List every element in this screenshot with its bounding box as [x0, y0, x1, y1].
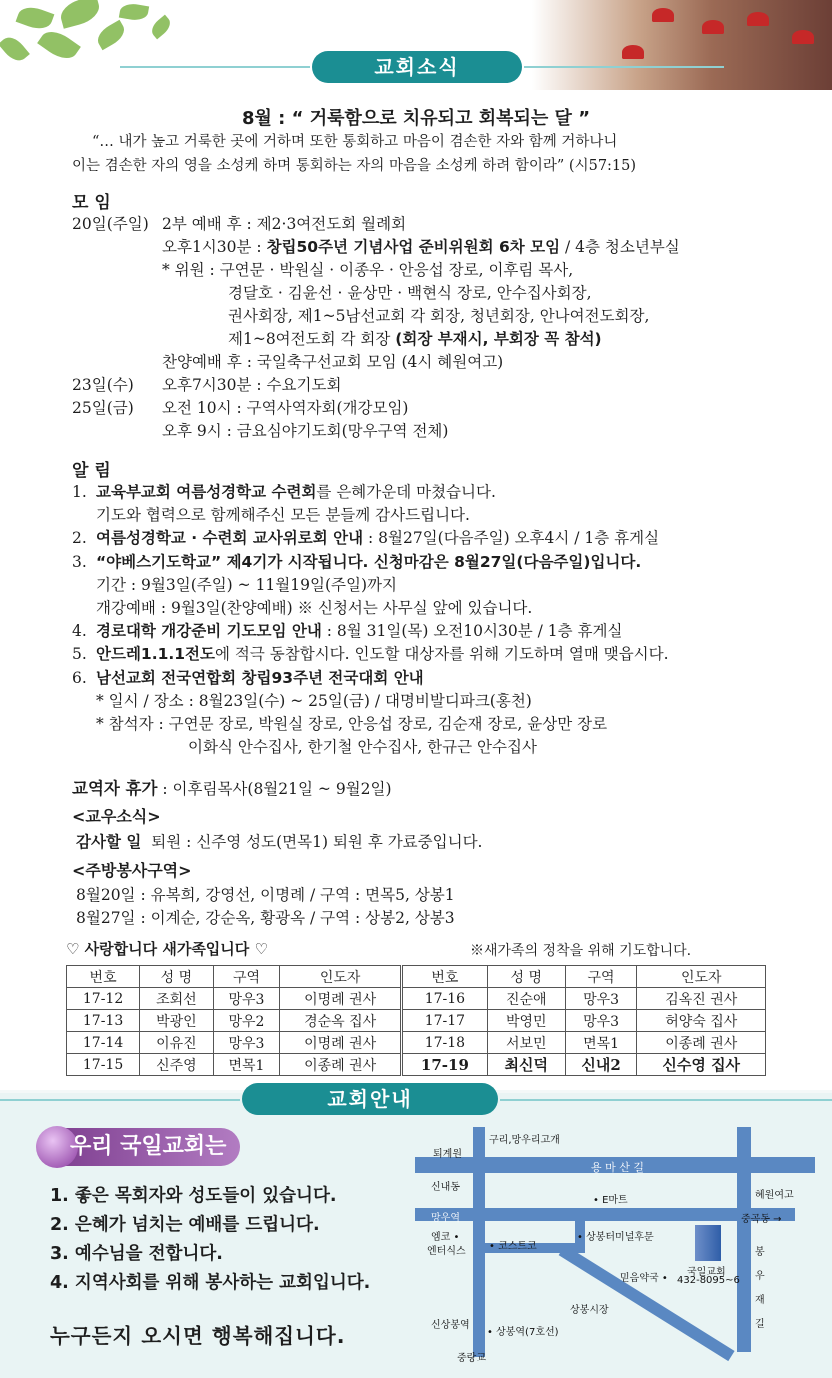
- table-cell: 서보민: [487, 1032, 565, 1054]
- choir-photo: [532, 0, 832, 90]
- notice-line-text: 개강예배 : 9월3일(찬양예배) ※ 신청서는 사무실 앞에 있습니다.: [96, 599, 533, 617]
- notice-line-bold: 남선교회 전국연합회 창립93주년 전국대회 안내: [96, 668, 424, 687]
- notice-line-bold: 안드레1.1.1전도: [96, 645, 215, 664]
- church-building-icon: [695, 1225, 721, 1261]
- table-header-cell: 번호: [67, 966, 140, 988]
- members-news-line: [76, 831, 482, 853]
- notice-line-text: 를 은혜가운데 마쳤습니다.: [316, 483, 496, 501]
- section-title-news: 교회소식: [312, 51, 522, 83]
- notice-line: [96, 574, 397, 596]
- map-label-sinsangbong: 신상봉역: [431, 1320, 470, 1331]
- table-cell: 17-17: [401, 1010, 487, 1032]
- table-cell: 이유진: [140, 1032, 213, 1054]
- table-cell: 신주영: [140, 1054, 213, 1076]
- church-map: [415, 1125, 815, 1370]
- guide-badge: [40, 1128, 240, 1166]
- notice-line: [96, 620, 622, 642]
- table-cell: 면목1: [213, 1054, 280, 1076]
- notice-number: 5.: [72, 645, 87, 664]
- verse-line-1: “… 내가 높고 거룩한 곳에 거하며 또한 통회하고 마음이 겸손한 자와 함께 거하나니: [92, 134, 618, 150]
- table-header-cell: 인도자: [280, 966, 402, 988]
- section-title-guide: 교회안내: [242, 1083, 498, 1115]
- members-news-text: 퇴원 : 신주영 성도(면목1) 퇴원 후 가료중입니다.: [151, 833, 483, 851]
- table-cell: 신내2: [565, 1054, 637, 1076]
- table-header-cell: 구역: [565, 966, 637, 988]
- table-cell: 김옥진 권사: [637, 988, 766, 1010]
- meetings-heading: 모 임: [72, 193, 111, 213]
- table-cell: 17-15: [67, 1054, 140, 1076]
- notice-line-text: 기도와 협력으로 함께해주신 모든 분들께 감사드립니다.: [96, 506, 470, 525]
- notice-line-text: * 참석자 : 구연문 장로, 박원실 장로, 안응섭 장로, 김순재 장로, 윤상만 장로: [96, 715, 608, 733]
- table-cell: 최신덕: [487, 1054, 565, 1076]
- notice-line: [96, 481, 496, 503]
- table-cell: 조회선: [140, 988, 213, 1010]
- notice-number: 2.: [72, 529, 87, 548]
- map-label-jungnang: 중랑교: [457, 1353, 486, 1364]
- table-cell: 허양숙 집사: [637, 1010, 766, 1032]
- kitchen-heading: <주방봉사구역>: [72, 861, 192, 880]
- guide-slogan: 누구든지 오시면 행복해집니다.: [50, 1324, 346, 1348]
- kitchen-line-1: 8월20일 : 유복희, 강영선, 이명례 / 구역 : 면목5, 상봉1: [76, 886, 455, 904]
- map-label-guri: 구리,망우리고개: [489, 1135, 560, 1146]
- notice-line: [96, 690, 532, 712]
- map-label-market: 상봉시장: [570, 1305, 609, 1316]
- notices-heading: 알 림: [72, 461, 111, 481]
- notice-line-bold: “야베스기도학교” 제4기가 시작됩니다. 신청마감은 8월27일(다음주일)입니다.: [96, 552, 642, 571]
- table-cell: 망우3: [565, 988, 637, 1010]
- notice-line: [188, 736, 537, 758]
- notice-number: 4.: [72, 622, 87, 641]
- map-label-phone: 432-8095~6: [677, 1275, 740, 1286]
- notice-number: 6.: [72, 668, 87, 687]
- guide-rule-left: [0, 1099, 240, 1101]
- map-label-emart: • E마트: [593, 1195, 628, 1206]
- guide-badge-text: 우리 국일교회는: [70, 1134, 227, 1159]
- meeting-date: 20일(주일): [72, 215, 149, 233]
- meeting-line: 권사회장, 제1~5남선교회 각 회장, 청년회장, 안나여전도회장,: [228, 307, 650, 325]
- meeting-date: 23일(수): [72, 376, 134, 394]
- table-header-row: [67, 966, 766, 988]
- notice-line: [96, 643, 669, 665]
- notice-line-text: 이화식 안수집사, 한기철 안수집사, 한규근 안수집사: [188, 738, 537, 757]
- theme-title: 8월 : “ 거룩함으로 치유되고 회복되는 달 ”: [241, 108, 591, 129]
- meeting-line: * 위원 : 구연문 · 박원실 · 이종우 · 안응섭 장로, 이후림 목사,: [162, 261, 574, 279]
- map-label-entersix: 엔터식스: [427, 1246, 466, 1257]
- meeting-line: [162, 236, 680, 258]
- table-header-cell: 번호: [401, 966, 487, 988]
- vacation-label: 교역자 휴가: [72, 779, 158, 798]
- table-cell: 17-16: [401, 988, 487, 1010]
- map-label-costco: • 코스트코: [489, 1241, 537, 1252]
- meeting-line: 오전 10시 : 구역사역자회(개강모임): [162, 399, 409, 417]
- map-label-yongmasan: 용 마 산 길: [591, 1161, 644, 1174]
- notice-line-text: 기간 : 9월3일(주일) ~ 11월19일(주일)까지: [96, 575, 397, 594]
- table-cell: 17-14: [67, 1032, 140, 1054]
- newcomers-table: [66, 965, 766, 1076]
- notice-line-bold: 여름성경학교 · 수련회 교사위로회 안내: [96, 529, 364, 548]
- table-cell: 경순옥 집사: [280, 1010, 402, 1032]
- table-cell: 박광인: [140, 1010, 213, 1032]
- guide-item: 1. 좋은 목회자와 성도들이 있습니다.: [50, 1186, 337, 1206]
- map-label-bongwoo-3: 재: [755, 1295, 765, 1306]
- notice-line: [96, 504, 470, 526]
- map-label-pharmacy: 믿음약국 •: [620, 1273, 668, 1284]
- notice-line-text: 에 적극 동참합시다. 인도할 대상자를 위해 기도하며 열매 맺읍시다.: [215, 645, 669, 664]
- guide-rule-right: [500, 1099, 832, 1101]
- meeting-line-bold: 창립50주년 기념사업 준비위원회 6차 모임: [266, 238, 561, 256]
- table-header-cell: 성 명: [487, 966, 565, 988]
- table-cell: 17-12: [67, 988, 140, 1010]
- meeting-line-pre: 오후1시30분 :: [162, 238, 267, 256]
- meeting-date: 25일(금): [72, 399, 134, 417]
- meeting-line: 2부 예배 후 : 제2·3여전도회 월례회: [162, 215, 407, 233]
- notice-line: [96, 597, 532, 619]
- table-cell: 17-13: [67, 1010, 140, 1032]
- meeting-line-post: / 4층 청소년부실: [560, 238, 680, 256]
- table-cell: 망우3: [213, 988, 280, 1010]
- notice-line: [96, 667, 424, 689]
- title-rule-right: [524, 66, 724, 68]
- map-label-bongwoo-1: 봉: [755, 1247, 765, 1258]
- table-header-cell: 인도자: [637, 966, 766, 988]
- guide-item: 4. 지역사회를 위해 봉사하는 교회입니다.: [50, 1273, 371, 1293]
- table-cell: 면목1: [565, 1032, 637, 1054]
- guide-item: 3. 예수님을 전합니다.: [50, 1244, 223, 1264]
- map-label-terminal: • 상봉터미널후문: [577, 1232, 654, 1243]
- map-label-bongwoo-4: 길: [755, 1319, 765, 1330]
- table-cell: 17-19: [401, 1054, 487, 1076]
- table-header-cell: 구역: [213, 966, 280, 988]
- table-row: [67, 1010, 766, 1032]
- meeting-line: 오후7시30분 : 수요기도회: [162, 376, 342, 394]
- table-cell: 17-18: [401, 1032, 487, 1054]
- kitchen-line-2: 8월27일 : 이계순, 강순옥, 황광옥 / 구역 : 상봉2, 상봉3: [76, 909, 455, 927]
- map-label-toegyewon: 퇴계원: [433, 1149, 462, 1160]
- map-label-bongwoo-2: 우: [755, 1271, 765, 1282]
- table-row: [67, 1032, 766, 1054]
- meeting-line-pre: 제1~8여전도회 각 회장: [228, 330, 396, 348]
- map-label-junggok: 중곡동 →: [741, 1214, 782, 1225]
- map-label-sinnae: 신내동: [431, 1182, 460, 1193]
- table-cell: 망우2: [213, 1010, 280, 1032]
- table-row: [67, 1054, 766, 1076]
- notice-line-text: : 8월27일(다음주일) 오후4시 / 1층 휴게실: [363, 529, 660, 548]
- map-label-emko: 엠코 •: [431, 1232, 460, 1243]
- meeting-line-bold: (회장 부재시, 부회장 꼭 참석): [395, 330, 602, 348]
- table-cell: 이명례 권사: [280, 1032, 402, 1054]
- map-label-mangu: 망우역: [431, 1213, 460, 1224]
- meeting-line: [228, 328, 602, 350]
- meeting-line: 경달호 · 김윤선 · 윤상만 · 백현식 장로, 안수집사회장,: [228, 284, 592, 302]
- table-cell: 박영민: [487, 1010, 565, 1032]
- notice-line-bold: 경로대학 개강준비 기도모임 안내: [96, 622, 322, 641]
- notice-number: 3.: [72, 552, 87, 571]
- meeting-line: 오후 9시 : 금요심야기도회(망우구역 전체): [162, 422, 449, 440]
- title-rule-left: [120, 66, 310, 68]
- notice-line-bold: 교육부교회 여름성경학교 수련회: [96, 483, 317, 501]
- verse-line-2: 이는 겸손한 자의 영을 소성케 하며 통회하는 자의 마음을 소성케 하려 함이라” (시57:15): [72, 158, 637, 174]
- table-row: [67, 988, 766, 1010]
- table-cell: 진순애: [487, 988, 565, 1010]
- vacation-text: : 이후림목사(8월21일 ~ 9월2일): [157, 780, 392, 798]
- map-label-sangbong: • 상봉역(7호선): [487, 1327, 559, 1338]
- guide-item: 2. 은혜가 넘치는 예배를 드립니다.: [50, 1215, 320, 1235]
- notice-line: [96, 527, 659, 549]
- table-cell: 신수영 집사: [637, 1054, 766, 1076]
- table-cell: 망우3: [213, 1032, 280, 1054]
- table-cell: 이명례 권사: [280, 988, 402, 1010]
- table-cell: 이종례 권사: [280, 1054, 402, 1076]
- vacation-line: [72, 778, 392, 800]
- meeting-line: 찬양예배 후 : 국일축구선교회 모임 (4시 혜원여고): [162, 353, 504, 371]
- table-cell: 이종례 권사: [637, 1032, 766, 1054]
- notice-line: [96, 713, 607, 735]
- table-cell: 망우3: [565, 1010, 637, 1032]
- notice-line: [96, 551, 641, 573]
- notice-line-text: * 일시 / 장소 : 8월23일(수) ~ 25일(금) / 대명비발디파크(홍천): [96, 691, 532, 710]
- table-header-cell: 성 명: [140, 966, 213, 988]
- map-label-hyewon: 혜원여고: [755, 1190, 794, 1201]
- members-news-label: 감사할 일: [76, 833, 142, 851]
- newcomers-note: ※새가족의 정착을 위해 기도합니다.: [470, 943, 692, 959]
- notice-line-text: : 8월 31일(목) 오전10시30분 / 1층 휴게실: [321, 622, 623, 641]
- members-news-heading: <교우소식>: [72, 807, 161, 826]
- road-bongwoo: [737, 1127, 751, 1352]
- newcomers-heading: ♡ 사랑합니다 새가족입니다 ♡: [66, 940, 268, 958]
- map-label-church: 국일교회: [687, 1267, 726, 1278]
- notice-number: 1.: [72, 483, 87, 501]
